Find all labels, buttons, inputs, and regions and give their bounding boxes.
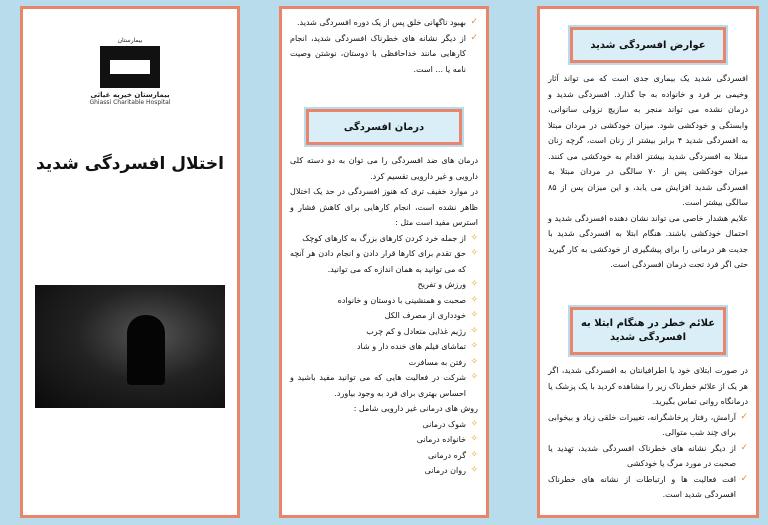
logo-emblem	[100, 46, 160, 88]
list-item: ✧ شرکت در فعالیت هایی که می توانید مفید باشید و احساس بهتری برای فرد به وجود بیاورد.	[290, 370, 478, 401]
warning-signs-body	[548, 363, 748, 503]
list-item: ✧ گره درمانی	[290, 448, 478, 464]
complications-panel	[537, 6, 759, 518]
paragraph: روش های درمانی غیر دارویی شامل :	[353, 404, 478, 413]
paragraph: علایم هشدار خاصی می تواند نشان دهنده افسردگی شدید و احتمال خودکشی باشند. هنگام ابتلا به افسردگی شدید با جدیت هر درمانی را برای پیشگیری از خودکشی به کار گیرید حتی اگر فرد تحت درمان افسردگی است.	[548, 213, 748, 269]
paragraph: افسردگی شدید یک بیماری جدی است که می تواند آثار وخیمی بر فرد و خانواده به جا گذارد. افسردگی شدید و درمان نشده می تواند منجر به سازیچ نزولی سانوانی، وابستگی و خودکشی شود. میزان خودکشی در مردان مبتلا به افسردگی شدید ۴ برابر بیشتر از زنان است، گرچه زنان مبتلا به افسردگی شدید بیشتر اقدام به خودکشی می کنند. میزان خودکشی پس از ۷۰ سالگی در مردان مبتلا به افسردگی شدید افزایش می یابد، و این میزان پس از ۸۵ سالگی بیشتر است.	[548, 74, 749, 207]
list-item: ✓ از دیگر نشانه های خطرناک افسردگی شدید، تهدید یا صحبت در مورد مرگ یا خودکشی	[548, 441, 748, 472]
list-item: ✧ تماشای فیلم های خنده دار و شاد	[290, 339, 478, 355]
list-item: ✧ خانواده درمانی	[290, 432, 478, 448]
list-item: ✧ روان درمانی	[290, 463, 478, 479]
cover-title: اختلال افسردگی شدید	[36, 154, 224, 174]
hospital-name-en: Ghiassi Charitable Hospital	[89, 99, 171, 106]
sad-person-photo	[35, 285, 225, 408]
treatment-panel	[279, 6, 489, 518]
paragraph: در موارد خفیف تری که هنوز افسردگی در حد یک اختلال ظاهر نشده است، انجام کارهایی برای کاهش فشار و استرس مفید است مثل :	[290, 187, 478, 227]
warning-signs-heading: علائم خطر در هنگام ابتلا به افسردگی شدید	[570, 307, 726, 355]
complications-body	[548, 71, 748, 273]
list-item: ✓ بهبود ناگهانی خلق پس از یک دوره افسردگی شدید.	[290, 15, 478, 31]
list-item: ✧ خودداری از مصرف الکل	[290, 308, 478, 324]
list-item: ✧ ورزش و تفریح	[290, 277, 478, 293]
complications-heading: عوارض افسردگی شدید	[570, 27, 726, 63]
list-item: ✧ شوک درمانی	[290, 417, 478, 433]
list-item: ✧ از جمله خرد کردن کارهای بزرگ به کارهای کوچک	[290, 231, 478, 247]
list-item: ✓ افت فعالیت ها و ارتباطات از نشانه های خطرناک افسردگی شدید است.	[548, 472, 748, 503]
treatment-heading: درمان افسردگی	[306, 109, 462, 145]
list-item: ✓ آرامش، رفتار پرخاشگرانه، تغییرات خلقی زیاد و بیخوابی برای چند شب متوالی.	[548, 410, 748, 441]
hospital-name-fa: بیمارستان خیریه غیاثی	[90, 91, 170, 99]
list-item: ✧ رفتن به مسافرت	[290, 355, 478, 371]
paragraph: درمان های ضد افسردگی را می توان به دو دسته کلی دارویی و غیر دارویی تقسیم کرد.	[290, 156, 478, 181]
list-item: ✧ صحبت و همنشینی با دوستان و خانواده	[290, 293, 478, 309]
cover-panel	[20, 6, 240, 518]
paragraph: در صورت ابتلای خود یا اطرافیانتان به افسردگی شدید، اگر هر یک از علائم خطرناک زیر را مشاهده کردید با یک پزشک یا درمانگاه روانی تماس بگیرید.	[548, 366, 748, 406]
warning-continued	[290, 15, 478, 77]
logo-top-text: بیمارستان	[117, 37, 143, 44]
hospital-logo	[55, 37, 205, 106]
list-item: ✧ حق تقدم برای کارها قرار دادن و انجام دادن هر آنچه که می توانید به همان اندازه که می توانید.	[290, 246, 478, 277]
treatment-body	[290, 153, 478, 479]
list-item: ✧ رژیم غذایی متعادل و کم چرب	[290, 324, 478, 340]
list-item: ✓ از دیگر نشانه های خطرناک افسردگی شدید، انجام کارهایی مانند خداحافظی با دوستان، نوشتن وصیت نامه یا ... است.	[290, 31, 478, 78]
